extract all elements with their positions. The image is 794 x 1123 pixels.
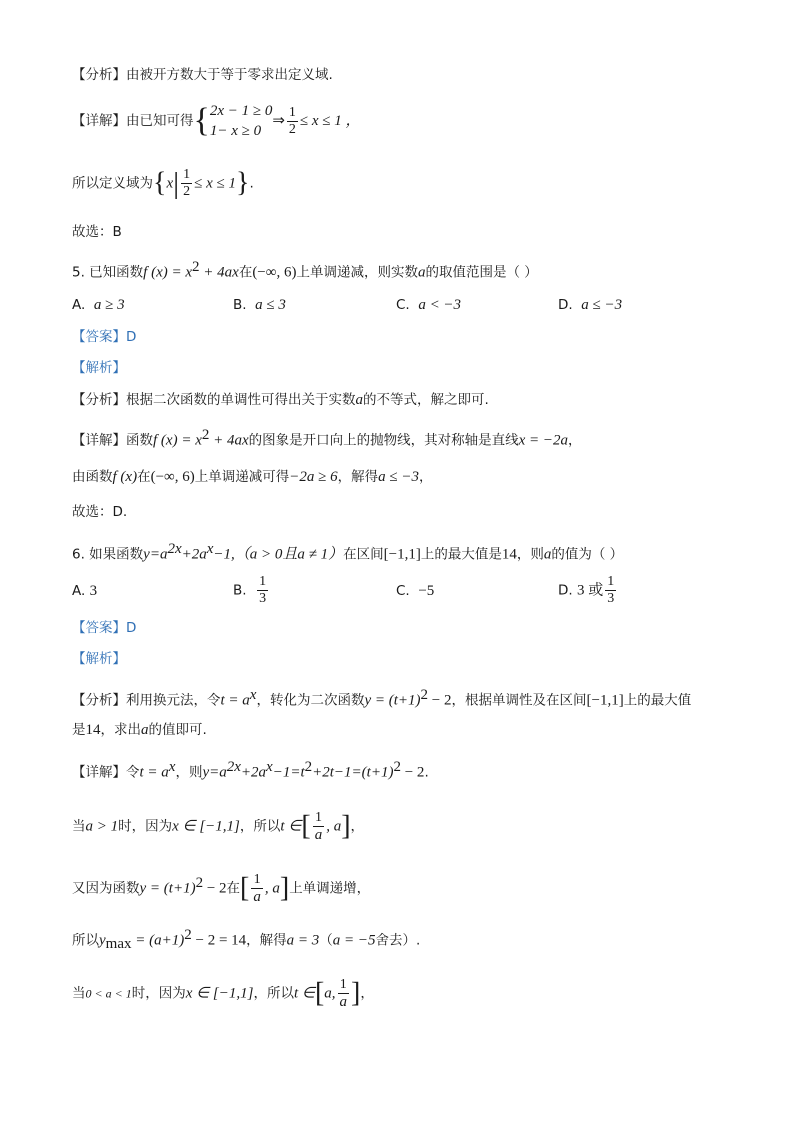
fraction-one-half: $\frac{1}{2}$ <box>183 167 191 199</box>
set-condition: ≤ x ≤ 1 <box>194 175 237 192</box>
domain-lead: 所以定义域为 <box>72 175 153 192</box>
left-brace: { <box>193 102 210 139</box>
q6-case-1-increasing: 又因为函数$y = (t+1)^2 - 2$在[ $\frac{1}{a}$ , a]上单调递增， <box>72 872 371 905</box>
q5-option-a: A. a ≥ 3 <box>72 297 125 313</box>
choice-line <box>72 223 122 241</box>
q5-option-b: B. a ≤ 3 <box>233 297 286 313</box>
q6-xiangjie: 【详解】令$t = a^x$，则$y=a^{2x}+2a^x-1=t^2+2t-1=(t+1)^2 - 2$. <box>72 759 429 781</box>
domain-line: 所以定义域为{x| $\frac{1}{2}$ ≤ x ≤ 1}. <box>72 166 254 200</box>
set-variable: x <box>166 175 174 192</box>
analysis-line-1 <box>72 66 333 84</box>
solution-lead: 由已知可得 <box>126 113 194 129</box>
q5-xiangjie-2: 由函数f (x)在(−∞, 6)上单调递减可得−2a ≥ 6，解得a ≤ −3， <box>72 469 433 485</box>
q6-option-a: A. 3 <box>72 583 98 599</box>
system-eq-1: 2x − 1 ≥ 0 <box>209 103 273 119</box>
fraction-one-half: $\frac{1}{2}$ <box>288 104 296 137</box>
q5-stem: 5. 已知函数f $(x) = x^2 + 4ax$在(−∞, 6)上单调递减，则实数a的取值范围是（ ） <box>72 259 538 281</box>
set-bar: | <box>173 166 180 200</box>
analysis-text: 由被开方数大于等于零求出定义域. <box>126 67 333 83</box>
q6-fenxi-1: 【分析】利用换元法，令$t = a^x$，转化为二次函数$y = (t+1)^2 - 2$，根据单调性及在区间[−1,1]上的最大值 <box>72 687 692 709</box>
set-brace-right: } <box>236 167 250 199</box>
system-eq-2: 1− x ≥ 0 <box>209 123 262 139</box>
q6-option-b: B. $\frac{1}{3}$ <box>233 574 267 606</box>
q6-answer: 【答案】D <box>72 620 137 636</box>
choice-text: 故选：B <box>72 224 122 240</box>
set-brace-left: { <box>153 167 167 199</box>
q6-analysis-heading: 【解析】 <box>72 651 126 667</box>
q6-option-c: C. −5 <box>396 583 435 599</box>
q5-xiangjie-1: 【详解】函数f $(x) = x^2 + 4ax$的图象是开口向上的抛物线，其对称轴是直线x = −2a， <box>72 427 582 449</box>
q5-analysis-heading: 【解析】 <box>72 360 126 376</box>
implies-symbol: ⇒ <box>272 113 285 129</box>
equation-system <box>210 101 273 141</box>
q6-fenxi-2: 是14，求出a的值即可. <box>72 722 207 738</box>
q5-conclusion: 故选：D. <box>72 504 128 520</box>
q5-answer: 【答案】D <box>72 329 137 345</box>
q6-case-1-result: 所以$y_{max} = (a+1)^2 - 2 = 14$，解得a = 3（a = −5舍去）. <box>72 927 421 953</box>
q6-case-1: 当a > 1时，因为x ∈ [−1,1]，所以t ∈[ $\frac{1}{a}$ , a]， <box>72 810 365 843</box>
inequality-rest: ≤ x ≤ 1 ， <box>299 113 361 129</box>
q6-case-2: 当0 < a < 1时，因为x ∈ [−1,1]，所以t ∈[a, $\frac{1}{a}$ ]， <box>72 977 374 1010</box>
analysis-tag: 【分析】 <box>72 67 126 83</box>
solution-line-1 <box>72 101 361 141</box>
q5-option-c: C. a < −3 <box>396 297 462 313</box>
solution-tag: 【详解】 <box>72 113 126 129</box>
q6-option-d: D. 3 或 $\frac{1}{3}$ <box>558 574 615 606</box>
q6-stem: 6. 如果函数$y=a^{2x}+2a^x-1,(a > 0$且a ≠ 1）在区间[−1,1]上的最大值是14，则a的值为（ ） <box>72 541 624 563</box>
q5-fenxi: 【分析】根据二次函数的单调性可得出关于实数a的不等式，解之即可. <box>72 392 489 408</box>
q5-option-d: D. a ≤ −3 <box>558 297 623 313</box>
